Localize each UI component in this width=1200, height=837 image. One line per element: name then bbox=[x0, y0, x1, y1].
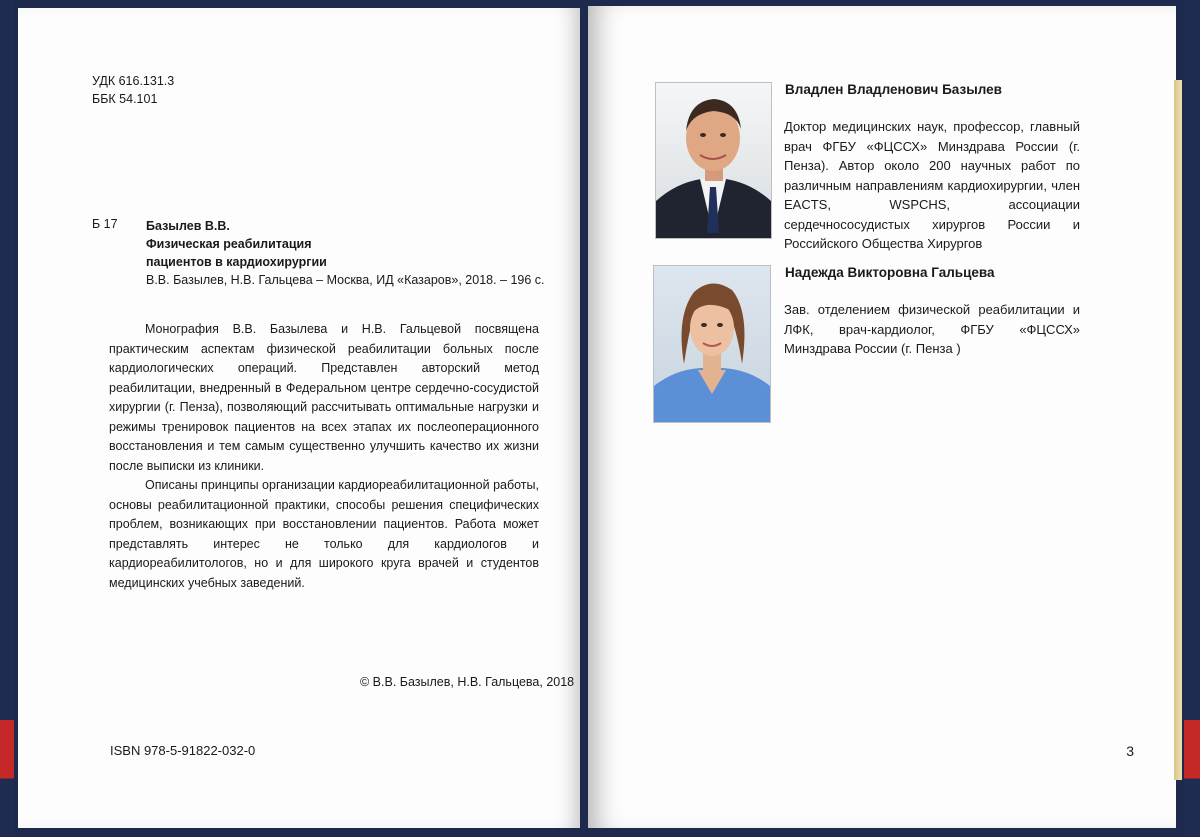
entry-title-line2: пациентов в кардиохирургии bbox=[146, 255, 327, 269]
author-2-bio: Зав. отделением физической реабилитации и ЛФК, врач-кардиолог, ФГБУ «ФЦССХ» Минздрава России (г. Пенза ) bbox=[784, 302, 1080, 356]
catalog-entry bbox=[146, 217, 546, 271]
page-edge bbox=[1174, 80, 1182, 780]
abstract-paragraph-1: Монография В.В. Базылева и Н.В. Гальцевой посвящена практическим аспектам физической реабилитации больных после кардиологических операций. Представлен авторский метод реабилитации, внедренный в Федеральном центре сердечно-сосудистой хирургии (г. Пенза), позволяющий рассчитывать оптимальные нагрузки и режимы тренировок пациентов на всех этапах их послеоперационного восстановления и тем самым существенно улучшить качество их жизни после выписки из клиники. bbox=[109, 322, 539, 473]
author-1-name: Владлен Владленович Базылев bbox=[785, 82, 1002, 97]
abstract-paragraph-2: Описаны принципы организации кардиореабилитационной работы, основы реабилитационной практики, способы решения специфических проблем, возникающих при восстановлении пациентов. Работа может представлять интерес не только для кардиологов и кардиореабилитологов, но и для широкого круга врачей и студентов медицинских учебных заведений. bbox=[109, 478, 539, 590]
book-cover-right-edge bbox=[1184, 0, 1200, 837]
author-1-bio: Доктор медицинских наук, профессор, главный врач ФГБУ «ФЦССХ» Минздрава России (г. Пенза). Автор около 200 научных работ по различным направлениям кардиохирургии, член EACTS, WSPCHS, ассоциации сердечнососудистых хирургов России и Российского Общества Хирургов bbox=[784, 119, 1080, 251]
book-cover-left-edge bbox=[0, 0, 14, 837]
copyright-notice: © В.В. Базылев, Н.В. Гальцева, 2018 bbox=[360, 675, 575, 689]
author-2-name: Надежда Викторовна Гальцева bbox=[785, 265, 995, 280]
entry-imprint: В.В. Базылев, Н.В. Гальцева – Москва, ИД «Казаров», 2018. – 196 с. bbox=[146, 273, 545, 287]
author-portrait-male-icon bbox=[655, 82, 772, 239]
bibliographic-codes bbox=[92, 72, 174, 108]
entry-author: Базылев В.В. bbox=[146, 219, 230, 233]
entry-code: Б 17 bbox=[92, 217, 118, 231]
page-number: 3 bbox=[1126, 743, 1134, 759]
udk-code: УДК 616.131.3 bbox=[92, 74, 175, 88]
author-portrait-female-icon bbox=[653, 265, 771, 423]
abstract bbox=[109, 320, 539, 593]
entry-title-line1: Физическая реабилитация bbox=[146, 237, 312, 251]
bbk-code: ББК 54.101 bbox=[92, 92, 158, 106]
isbn: ISBN 978-5-91822-032-0 bbox=[110, 743, 256, 758]
